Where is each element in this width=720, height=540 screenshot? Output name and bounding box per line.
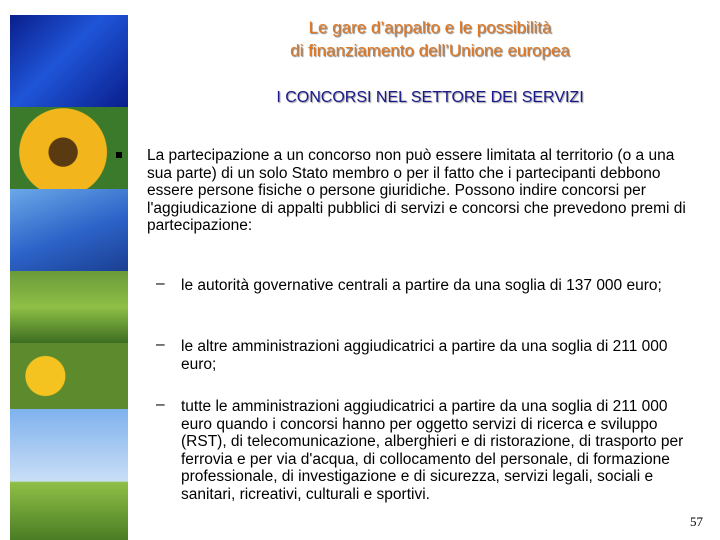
list-item-other-authorities: le altre amministrazioni aggiudicatrici a partire da una soglia di 211 000 euro; [181,338,668,373]
decorative-image-strip [10,15,128,540]
dash-bullet-icon: – [156,396,165,413]
gas-flame-image [10,15,128,107]
main-paragraph: La partecipazione a un concorso non può essere limitata al territorio (o a una sua parte) di un solo Stato membro o per il fatto che i partecipanti debbono essere persone fisiche o persone giuridiche. Possono indire concorsi per l'aggiudicazione di appalti pubblici di servizi e concorsi che prevedono premi di partecipazione: [147,147,686,235]
blue-water-image [10,189,128,271]
list-item-central-authorities: le autorità governative centrali a partire da una soglia di 137 000 euro; [181,277,662,294]
dash-bullet-icon: – [156,275,165,292]
page-number: 57 [690,514,703,529]
slide-title-line-1: Le gare d’appalto e le possibilità [308,18,552,37]
landscape-sky-image [10,409,128,540]
slide-title [140,16,720,62]
sunflower-image [10,107,128,189]
slide-title-line-2: di finanziamento dell’Unione europea [290,41,570,60]
section-heading: I CONCORSI NEL SETTORE DEI SERVIZI [276,89,584,106]
square-bullet-icon [116,152,122,158]
list-item-all-authorities: tutte le amministrazioni aggiudicatrici a partire da una soglia di 211 000 euro quando i concorsi hanno per oggetto servizi di ricerca e sviluppo (RST), di telecomunicazione, alberghieri e di ristorazione, di trasporto per ferrovia e per via d'acqua, di collocamento del personale, di formazione professionale, di investigazione e di sicurezza, servizi legali, sociali e sanitari, ricreativi, culturali e sportivi. [181,398,684,503]
dash-bullet-icon: – [156,336,165,353]
sunflower-field-image [10,343,128,409]
plants-image [10,271,128,343]
